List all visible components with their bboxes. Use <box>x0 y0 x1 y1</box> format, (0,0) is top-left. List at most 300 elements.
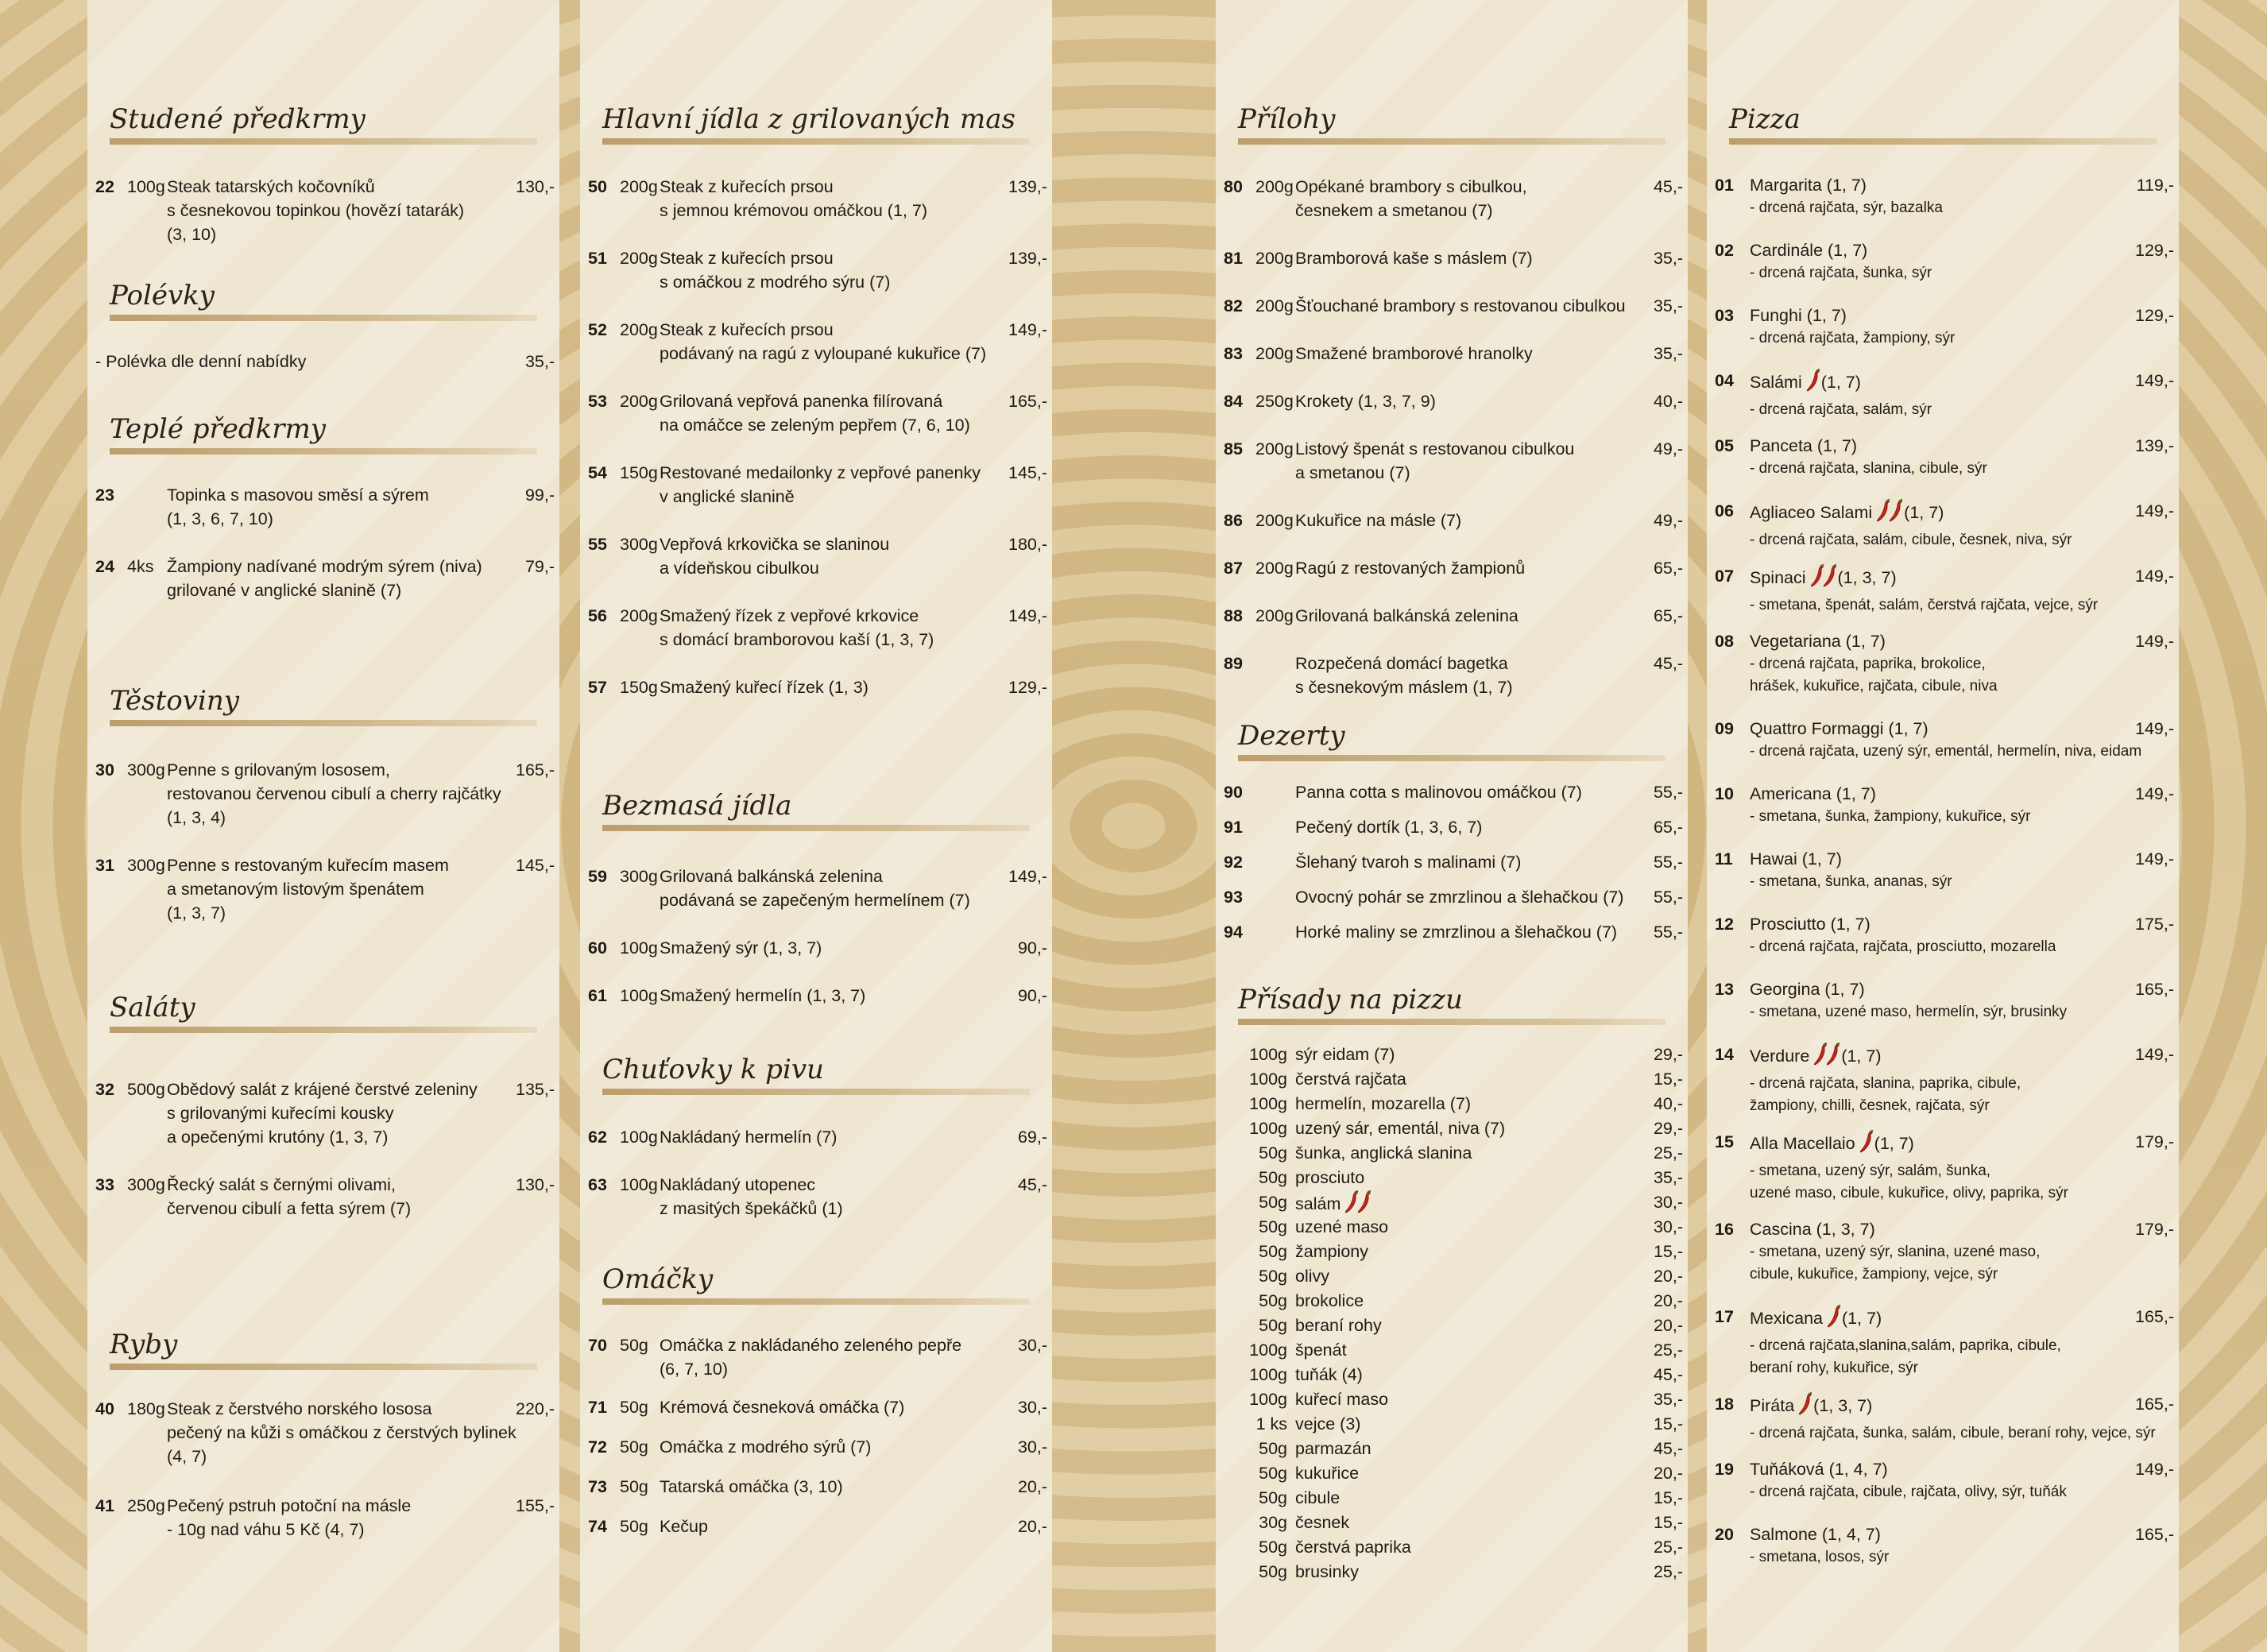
section-divider <box>110 720 537 726</box>
section-divider <box>1729 138 2157 145</box>
pizza-ingredients: - drcená rajčata, paprika, brokolice, <box>1750 656 1986 672</box>
item-number: 04 <box>1715 371 1734 390</box>
item-price: 149,- <box>2134 1045 2174 1064</box>
item-description <box>1750 499 2072 551</box>
item-portion: 30g <box>1259 1513 1287 1532</box>
item-number: 10 <box>1715 784 1734 803</box>
pizza-allergens: (1, 7) <box>1842 1309 1882 1328</box>
item-portion: 200g <box>620 177 658 196</box>
pizza-name: Agliaceo Salami <box>1750 503 1873 522</box>
item-number: 05 <box>1715 436 1734 455</box>
item-number: 19 <box>1715 1460 1734 1479</box>
item-portion: 250g <box>1255 392 1294 411</box>
item-portion: 50g <box>1259 1562 1287 1581</box>
item-price: 149,- <box>1008 867 1047 886</box>
item-price: 49,- <box>1653 439 1683 458</box>
item-portion: 50g <box>620 1517 648 1536</box>
item-description <box>1750 847 1952 893</box>
item-number: 09 <box>1715 719 1734 738</box>
description-line: Nakládaný hermelín (7) <box>660 1128 838 1147</box>
item-description <box>167 555 482 602</box>
item-price: 180,- <box>1008 535 1047 554</box>
item-description <box>1295 1215 1388 1239</box>
pizza-ingredients: - drcená rajčata, rajčata, prosciutto, mozarella <box>1750 938 2056 955</box>
item-description <box>1295 556 1525 580</box>
section-divider <box>1238 138 1665 145</box>
item-price: 90,- <box>1017 938 1047 958</box>
description-line: uzené maso <box>1295 1217 1389 1236</box>
pizza-allergens: (1, 3, 7) <box>1813 1396 1873 1415</box>
item-price: 149,- <box>2134 849 2174 869</box>
item-description <box>660 1395 904 1419</box>
item-portion: 300g <box>127 760 165 780</box>
description-line: s omáčkou z modrého sýru (7) <box>660 273 891 292</box>
item-portion: 200g <box>1255 344 1294 363</box>
item-description <box>167 483 429 531</box>
item-description <box>167 1494 411 1542</box>
description-line: Šlehaný tvaroh s malinami (7) <box>1295 853 1522 872</box>
item-price: 30,- <box>1017 1398 1047 1417</box>
description-line: Topinka s masovou směsí a sýrem <box>167 486 429 505</box>
item-portion: 50g <box>1259 1193 1287 1212</box>
pizza-name: Vegetariana (1, 7) <box>1750 632 1886 651</box>
item-price: 220,- <box>515 1399 555 1418</box>
item-description <box>1295 920 1617 944</box>
item-description <box>1750 1130 2068 1205</box>
item-price: 30,- <box>1653 1217 1683 1236</box>
item-description <box>660 604 934 652</box>
item-price: 20,- <box>1017 1477 1047 1496</box>
description-line: Šťouchané brambory s restovanou cibulkou <box>1295 296 1626 315</box>
item-portion: 50g <box>1259 1316 1287 1335</box>
item-portion: 200g <box>1255 439 1294 458</box>
item-price: 149,- <box>2134 632 2174 651</box>
item-price: 129,- <box>2134 306 2174 325</box>
menu-column-4 <box>1707 0 2179 1652</box>
item-number: 63 <box>588 1175 607 1194</box>
item-price: 65,- <box>1653 606 1683 625</box>
chili-pepper-icons <box>1859 1130 1871 1160</box>
item-price: 69,- <box>1017 1128 1047 1147</box>
item-number: 41 <box>95 1496 114 1515</box>
section-title: Přílohy <box>1238 103 1336 135</box>
item-number: 15 <box>1715 1132 1734 1151</box>
pizza-ingredients: - smetana, šunka, ananas, sýr <box>1750 873 1952 890</box>
description-line: s česnekovou topinkou (hovězí tatarák) <box>167 201 465 220</box>
item-description <box>1295 342 1533 366</box>
item-number: 13 <box>1715 980 1734 999</box>
chili-pepper-icon <box>1822 564 1838 588</box>
item-description <box>1295 1166 1364 1190</box>
item-description <box>167 758 501 830</box>
section-title: Teplé předkrmy <box>110 413 326 445</box>
item-price: 35,- <box>1653 249 1683 268</box>
description-line: (3, 10) <box>167 225 217 244</box>
description-line: čerstvá paprika <box>1295 1538 1411 1557</box>
section-title: Ryby <box>110 1329 178 1360</box>
description-line: Kukuřice na másle (7) <box>1295 511 1462 530</box>
item-description <box>660 318 986 366</box>
pizza-ingredients: uzené maso, cibule, kukuřice, olivy, paprika, sýr <box>1750 1185 2068 1201</box>
pizza-ingredients: - smetana, uzený sýr, salám, šunka, <box>1750 1163 1991 1179</box>
item-portion: 200g <box>1255 249 1294 268</box>
section-divider <box>110 1027 537 1033</box>
item-price: 25,- <box>1653 1562 1683 1581</box>
pizza-ingredients: - drcená rajčata, uzený sýr, ementál, hermelín, niva, eidam <box>1750 743 2142 760</box>
item-description <box>1750 977 2067 1023</box>
item-description <box>1295 850 1521 874</box>
item-price: 35,- <box>1653 1168 1683 1187</box>
item-portion: 200g <box>620 320 658 339</box>
description-line: šunka, anglická slanina <box>1295 1143 1472 1163</box>
item-description <box>1750 434 1987 480</box>
item-portion: 50g <box>1259 1538 1287 1557</box>
item-description <box>1750 369 1932 421</box>
description-line: a smetanovým listovým špenátem <box>167 880 424 899</box>
item-description <box>1295 1141 1472 1165</box>
description-line: beraní rohy <box>1295 1316 1382 1335</box>
description-line: Steak z čerstvého norského lososa <box>167 1399 432 1418</box>
item-price: 55,- <box>1653 783 1683 802</box>
item-price: 30,- <box>1017 1437 1047 1457</box>
description-line: Smažené bramborové hranolky <box>1295 344 1533 363</box>
description-line: Smažený sýr (1, 3, 7) <box>660 938 822 958</box>
item-number: 88 <box>1224 606 1243 625</box>
description-line: špenát <box>1295 1341 1347 1360</box>
item-description <box>167 175 464 246</box>
item-number: 80 <box>1224 177 1243 196</box>
item-description <box>1750 1305 2061 1379</box>
pizza-ingredients: - drcená rajčata, slanina, paprika, cibule, <box>1750 1075 2021 1092</box>
item-number: 12 <box>1715 915 1734 934</box>
description-line: cibule <box>1295 1488 1340 1507</box>
item-price: 149,- <box>2134 371 2174 390</box>
item-description <box>1750 912 2056 958</box>
menu-column-1 <box>87 0 559 1652</box>
description-line: grilované v anglické slanině (7) <box>167 581 402 600</box>
description-line: Krémová česneková omáčka (7) <box>660 1398 905 1417</box>
description-line: česnek <box>1295 1513 1350 1532</box>
description-line: Nakládaný utopenec <box>660 1175 816 1194</box>
item-price: 15,- <box>1653 1513 1683 1532</box>
item-number: 84 <box>1224 392 1243 411</box>
item-price: 45,- <box>1017 1175 1047 1194</box>
item-description <box>1295 1092 1471 1116</box>
description-line: a smetanou (7) <box>1295 463 1410 482</box>
item-number: 07 <box>1715 567 1734 586</box>
item-portion: 1 ks <box>1255 1414 1287 1433</box>
description-line: podávaný na ragú z vyloupané kukuřice (7) <box>660 344 987 363</box>
description-line: Krokety (1, 3, 7, 9) <box>1295 392 1436 411</box>
item-price: 145,- <box>515 856 555 875</box>
item-price: 149,- <box>1008 606 1047 625</box>
pizza-ingredients: - drcená rajčata, slanina, cibule, sýr <box>1750 460 1987 477</box>
item-number: 51 <box>588 249 607 268</box>
description-line: Listový špenát s restovanou cibulkou <box>1295 439 1575 458</box>
item-portion: 50g <box>620 1398 648 1417</box>
item-portion: 50g <box>1259 1439 1287 1458</box>
item-number: 81 <box>1224 249 1243 268</box>
item-description <box>1295 1264 1329 1288</box>
item-price: 149,- <box>2134 784 2174 803</box>
description-line: prosciuto <box>1295 1168 1365 1187</box>
item-portion: 200g <box>620 392 658 411</box>
section-title: Omáčky <box>602 1263 714 1295</box>
description-line: Steak tatarských kočovníků <box>167 177 375 196</box>
item-description <box>1295 1437 1371 1460</box>
section-divider <box>1238 1019 1665 1025</box>
pizza-name: Cardinále (1, 7) <box>1750 241 1868 260</box>
item-portion: 100g <box>1249 1119 1287 1138</box>
description-line: žampiony <box>1295 1242 1369 1261</box>
item-description <box>660 1333 961 1381</box>
chili-pepper-icon <box>1797 1392 1813 1416</box>
item-price: 30,- <box>1653 1193 1683 1212</box>
pizza-allergens: (1, 3, 7) <box>1837 568 1897 587</box>
item-description <box>1295 1461 1359 1485</box>
item-description <box>167 853 449 925</box>
description-line: tuňák (4) <box>1295 1365 1363 1384</box>
item-price: 55,- <box>1653 853 1683 872</box>
item-price: 25,- <box>1653 1538 1683 1557</box>
item-description <box>1295 1560 1359 1584</box>
item-description <box>1295 1240 1368 1263</box>
item-portion: 50g <box>620 1437 648 1457</box>
pizza-ingredients: - smetana, losos, sýr <box>1750 1549 1890 1565</box>
description-line: Grilovaná balkánská zelenina <box>660 867 883 886</box>
item-number: 70 <box>588 1336 607 1355</box>
description-line: salám <box>1295 1190 1372 1221</box>
pizza-ingredients: - drcená rajčata,slanina,salám, paprika, cibule, <box>1750 1337 2061 1354</box>
item-description <box>167 1077 478 1149</box>
item-description <box>1295 1363 1363 1387</box>
item-portion: 300g <box>620 867 658 886</box>
item-number: 83 <box>1224 344 1243 363</box>
pizza-name: Spinaci <box>1750 568 1806 587</box>
pizza-allergens: (1, 7) <box>1841 1047 1882 1066</box>
description-line: Restované medailonky z vepřové panenky <box>660 463 981 482</box>
item-portion: 200g <box>1255 511 1294 530</box>
item-price: 15,- <box>1653 1242 1683 1261</box>
item-number: 18 <box>1715 1395 1734 1414</box>
chili-pepper-icons <box>1809 564 1835 594</box>
chili-pepper-icon <box>1888 499 1904 523</box>
item-price: 20,- <box>1653 1316 1683 1335</box>
item-number: 11 <box>1715 849 1733 869</box>
description-line: Omáčka z modrého sýrů (7) <box>660 1437 872 1457</box>
item-description <box>660 1435 871 1459</box>
description-line: s grilovanými kuřecími kousky <box>167 1104 394 1123</box>
item-price: 25,- <box>1653 1143 1683 1163</box>
pizza-ingredients: - smetana, uzené maso, hermelín, sýr, brusinky <box>1750 1004 2068 1020</box>
description-line: olivy <box>1295 1267 1330 1286</box>
item-price: 35,- <box>1653 296 1683 315</box>
item-number: 20 <box>1715 1525 1734 1544</box>
description-line: Bramborová kaše s máslem (7) <box>1295 249 1533 268</box>
description-line: s domácí bramborovou kaší (1, 3, 7) <box>660 630 934 649</box>
description-line: Pečený dortík (1, 3, 6, 7) <box>1295 818 1483 837</box>
item-description <box>1295 1067 1406 1091</box>
section-divider <box>602 1089 1030 1095</box>
item-portion: 200g <box>1255 177 1294 196</box>
item-price: 45,- <box>1653 654 1683 673</box>
item-portion: 500g <box>127 1080 165 1099</box>
pizza-name: Salmone (1, 4, 7) <box>1750 1525 1881 1544</box>
item-portion: 300g <box>127 1175 165 1194</box>
pizza-name: Prosciutto (1, 7) <box>1750 915 1870 934</box>
item-price: 45,- <box>1653 1365 1683 1384</box>
section-divider <box>1238 755 1665 761</box>
item-price: 30,- <box>1017 1336 1047 1355</box>
description-line: (4, 7) <box>167 1447 207 1466</box>
section-divider <box>110 448 537 455</box>
item-price: 45,- <box>1653 1439 1683 1458</box>
description-line: v anglické slanině <box>660 487 795 506</box>
description-line: česnekem a smetanou (7) <box>1295 201 1493 220</box>
description-line: pečený na kůži s omáčkou z čerstvých bylinek <box>167 1423 516 1442</box>
item-number: 56 <box>588 606 607 625</box>
section-divider <box>110 1364 537 1370</box>
description-line: Steak z kuřecích prsou <box>660 177 834 196</box>
description-line: Opékané brambory s cibulkou, <box>1295 177 1527 196</box>
item-portion: 200g <box>620 249 658 268</box>
item-price: 135,- <box>515 1080 555 1099</box>
item-number: 74 <box>588 1517 607 1536</box>
description-line: Penne s restovaným kuřecím masem <box>167 856 449 875</box>
pizza-ingredients: - smetana, špenát, salám, čerstvá rajčata, vejce, sýr <box>1750 597 2099 613</box>
section-title: Dezerty <box>1238 720 1345 752</box>
pizza-ingredients: - smetana, uzený sýr, slanina, uzené maso, <box>1750 1244 2041 1260</box>
section-title: Chuťovky k pivu <box>602 1054 824 1085</box>
item-price: 149,- <box>2134 1460 2174 1479</box>
item-price: 119,- <box>2136 176 2174 195</box>
description-line: brusinky <box>1295 1562 1360 1581</box>
item-portion: 100g <box>1249 1365 1287 1384</box>
item-portion: 50g <box>1259 1217 1287 1236</box>
item-description <box>1295 1313 1382 1337</box>
item-description <box>1295 780 1582 804</box>
item-number: 57 <box>588 678 607 697</box>
description-line: s jemnou krémovou omáčkou (1, 7) <box>660 201 927 220</box>
item-portion: 100g <box>1249 1390 1287 1409</box>
item-description <box>1295 815 1482 839</box>
description-line: - Polévka dle denní nabídky <box>95 352 307 371</box>
item-number: 06 <box>1715 501 1734 520</box>
pizza-name: Funghi (1, 7) <box>1750 306 1847 325</box>
pizza-ingredients: - drcená rajčata, salám, cibule, česnek, niva, sýr <box>1750 532 2072 548</box>
item-number: 82 <box>1224 296 1243 315</box>
chili-pepper-icons <box>1797 1392 1810 1422</box>
item-price: 129,- <box>1008 678 1047 697</box>
item-portion: 200g <box>620 606 658 625</box>
section-divider <box>602 138 1030 145</box>
item-price: 20,- <box>1017 1517 1047 1536</box>
item-description <box>1295 1511 1349 1534</box>
item-number: 87 <box>1224 559 1243 578</box>
item-number: 62 <box>588 1128 607 1147</box>
item-portion: 200g <box>1255 296 1294 315</box>
pizza-name: Cascina (1, 3, 7) <box>1750 1220 1875 1239</box>
item-description <box>660 1515 708 1538</box>
item-portion: 4ks <box>127 557 154 576</box>
section-title: Saláty <box>110 992 195 1023</box>
item-portion: 100g <box>620 938 658 958</box>
item-description <box>1750 564 2098 617</box>
item-description <box>1295 1289 1364 1313</box>
item-description <box>660 532 889 580</box>
item-description <box>1295 885 1623 909</box>
pizza-ingredients: beraní rohy, kukuřice, sýr <box>1750 1360 1918 1376</box>
item-price: 25,- <box>1653 1341 1683 1360</box>
description-line: hermelín, mozarella (7) <box>1295 1094 1472 1113</box>
description-line: Omáčka z nakládaného zeleného pepře <box>660 1336 962 1355</box>
item-number: 59 <box>588 867 607 886</box>
item-price: 45,- <box>1653 177 1683 196</box>
item-portion: 50g <box>1259 1267 1287 1286</box>
item-price: 149,- <box>2134 501 2174 520</box>
description-line: restovanou červenou cibulí a cherry rajčátky <box>167 784 501 803</box>
item-price: 15,- <box>1653 1070 1683 1089</box>
item-number: 92 <box>1224 853 1243 872</box>
item-number: 91 <box>1224 818 1243 837</box>
item-price: 179,- <box>2134 1132 2174 1151</box>
section-divider <box>602 825 1030 831</box>
item-description <box>1295 1387 1388 1411</box>
description-line: parmazán <box>1295 1439 1371 1458</box>
item-number: 16 <box>1715 1220 1734 1239</box>
section-title: Studené předkrmy <box>110 103 366 135</box>
pizza-name: Salámi <box>1750 373 1802 392</box>
item-description <box>1295 509 1461 532</box>
item-number: 14 <box>1715 1045 1734 1064</box>
item-description <box>1295 437 1574 485</box>
pizza-ingredients: - drcená rajčata, šunka, sýr <box>1750 265 1932 281</box>
chili-pepper-icons <box>1875 499 1901 529</box>
chili-pepper-icon <box>1859 1130 1874 1154</box>
description-line: Smažený hermelín (1, 3, 7) <box>660 986 866 1005</box>
pizza-ingredients: cibule, kukuřice, žampiony, vejce, sýr <box>1750 1266 1998 1283</box>
item-price: 165,- <box>515 760 555 780</box>
item-description <box>95 350 306 373</box>
description-line: Penne s grilovaným lososem, <box>167 760 390 780</box>
item-number: 03 <box>1715 306 1734 325</box>
item-price: 129,- <box>2134 241 2174 260</box>
description-line: Pečený pstruh potoční na másle <box>167 1496 412 1515</box>
item-description <box>1750 173 1943 219</box>
item-price: 165,- <box>2134 980 2174 999</box>
item-portion: 100g <box>1249 1070 1287 1089</box>
menu-column-3 <box>1216 0 1688 1652</box>
description-line: Vepřová krkovička se slaninou <box>660 535 890 554</box>
item-number: 86 <box>1224 511 1243 530</box>
item-portion: 50g <box>620 1477 648 1496</box>
description-line: vejce (3) <box>1295 1414 1361 1433</box>
description-line: (6, 7, 10) <box>660 1360 729 1379</box>
item-description <box>1750 629 1998 698</box>
item-portion: 100g <box>127 177 165 196</box>
item-price: 175,- <box>2134 915 2174 934</box>
item-price: 20,- <box>1653 1267 1683 1286</box>
chili-pepper-icons <box>1812 1043 1838 1073</box>
item-price: 79,- <box>524 557 555 576</box>
item-price: 179,- <box>2134 1220 2174 1239</box>
item-portion: 100g <box>1249 1341 1287 1360</box>
item-description <box>1295 604 1518 628</box>
item-price: 55,- <box>1653 923 1683 942</box>
item-portion: 300g <box>620 535 658 554</box>
item-portion: 50g <box>1259 1143 1287 1163</box>
pizza-ingredients: - drcená rajčata, salám, sýr <box>1750 401 1932 418</box>
